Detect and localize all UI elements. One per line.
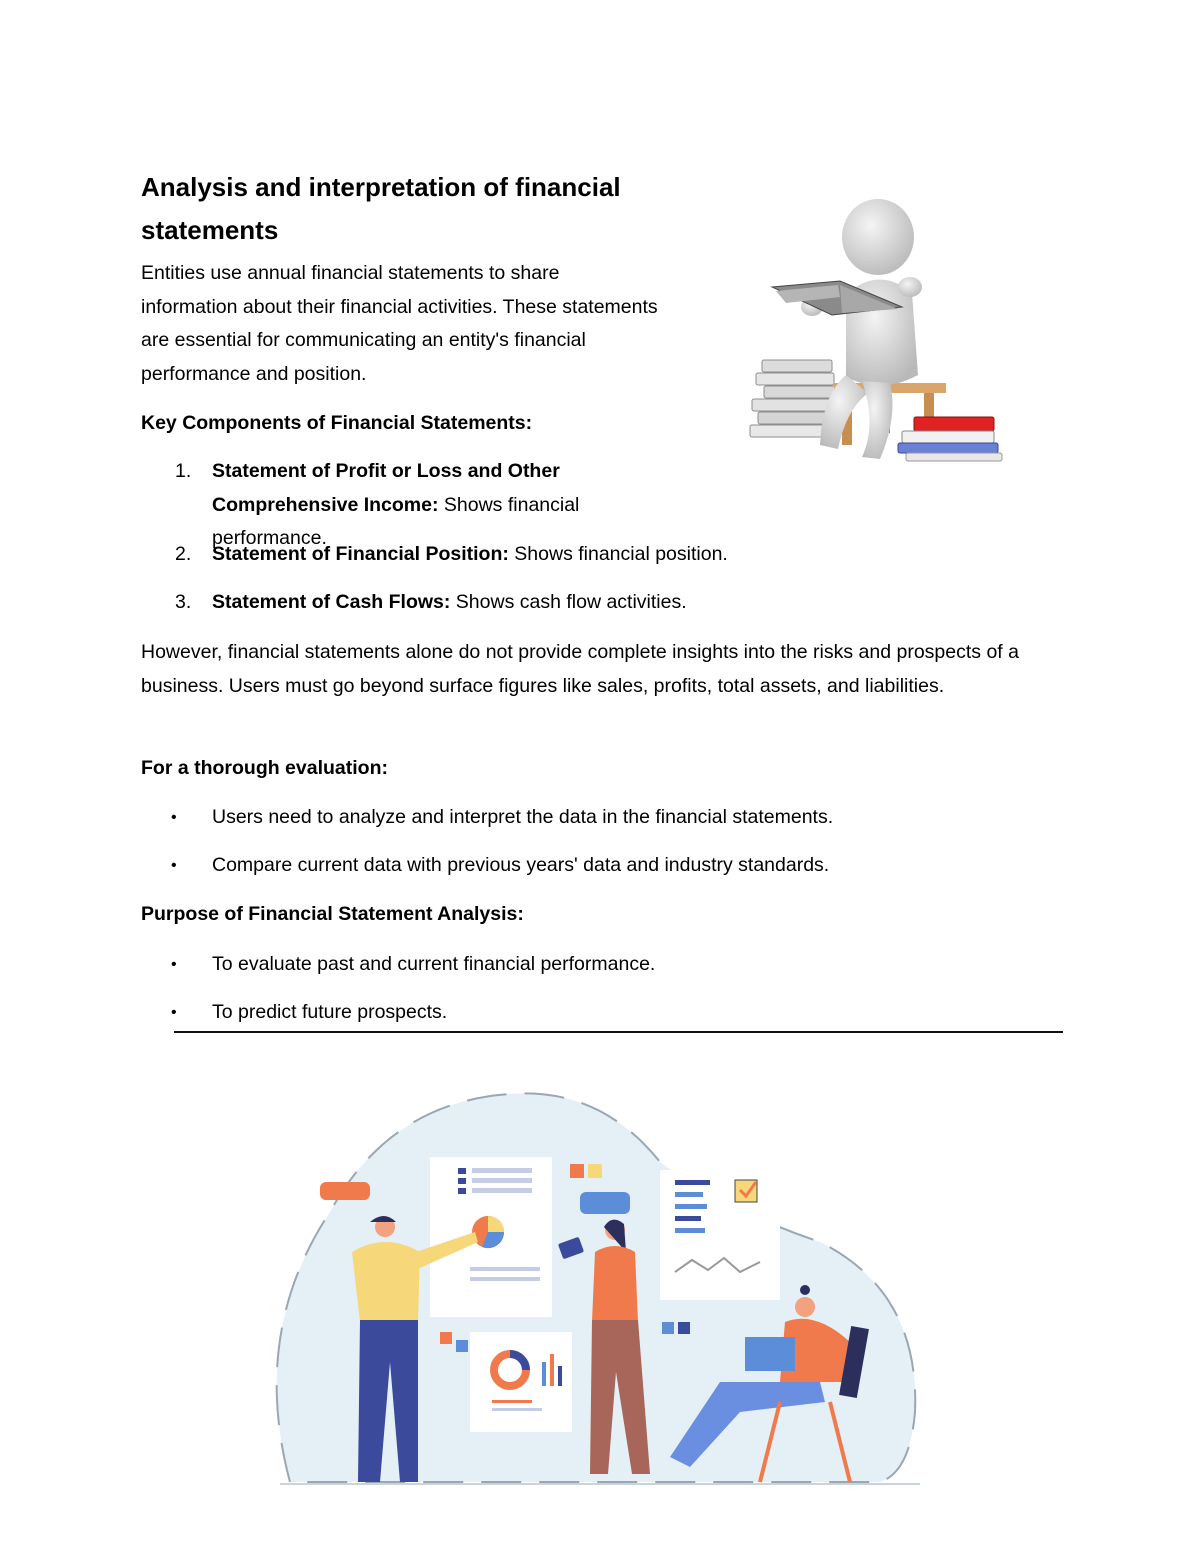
item-term: Statement of Profit or Loss and Other Comprehensive Income: (212, 460, 560, 516)
figure-reading-illustration (742, 195, 1008, 475)
item-description: Shows cash flow activities. (450, 591, 687, 613)
list-item (141, 849, 841, 883)
key-components-heading: Key Components of Financial Statements: (141, 412, 533, 434)
list-item (141, 455, 841, 549)
however-paragraph: However, financial statements alone do not provide complete insights into the risks and prospects of a business. Users must go beyond surface figures like sales, profits, total assets, and liabilities. (141, 641, 1019, 697)
list-number: 3. (175, 591, 192, 613)
bullet-icon: • (171, 956, 177, 973)
list-item-text: Users need to analyze and interpret the data in the financial statements. (212, 806, 834, 828)
intro-paragraph: Entities use annual financial statements to share information about their financial activities. These statements are essential for communicating an entity's financial performance and position. (141, 262, 658, 385)
item-description: Shows financial performance. (212, 493, 580, 549)
speech-bubble-icon (580, 1192, 630, 1214)
item-description: Shows financial position. (508, 543, 728, 565)
list-item-text: To predict future prospects. (212, 1001, 448, 1023)
item-term: Statement of Financial Position: (212, 543, 509, 565)
chart-board (430, 1157, 552, 1317)
list-item (141, 996, 841, 1030)
document-title: Analysis and interpretation of financial statements (141, 172, 621, 245)
speech-bubble-icon (320, 1182, 370, 1200)
purpose-heading: Purpose of Financial Statement Analysis: (141, 903, 524, 925)
item-term: Statement of Cash Flows: (212, 591, 451, 613)
bullet-icon: • (171, 809, 177, 826)
horizontal-rule (174, 1031, 1063, 1033)
team-analysis-illustration (260, 1082, 930, 1492)
book-stack-right (898, 417, 1002, 461)
donut-chart-card (470, 1332, 572, 1432)
list-item (141, 538, 841, 572)
list-item (141, 801, 841, 835)
bullet-icon: • (171, 1004, 177, 1021)
bullet-icon: • (171, 857, 177, 874)
laptop-icon (745, 1337, 795, 1371)
list-item-text: To evaluate past and current financial performance. (212, 953, 656, 975)
list-item (141, 948, 841, 982)
report-card (660, 1170, 780, 1300)
list-item (141, 586, 841, 620)
evaluation-heading: For a thorough evaluation: (141, 757, 388, 779)
list-number: 1. (175, 460, 192, 482)
list-item-text: Compare current data with previous years' data and industry standards. (212, 854, 830, 876)
list-number: 2. (175, 543, 192, 565)
